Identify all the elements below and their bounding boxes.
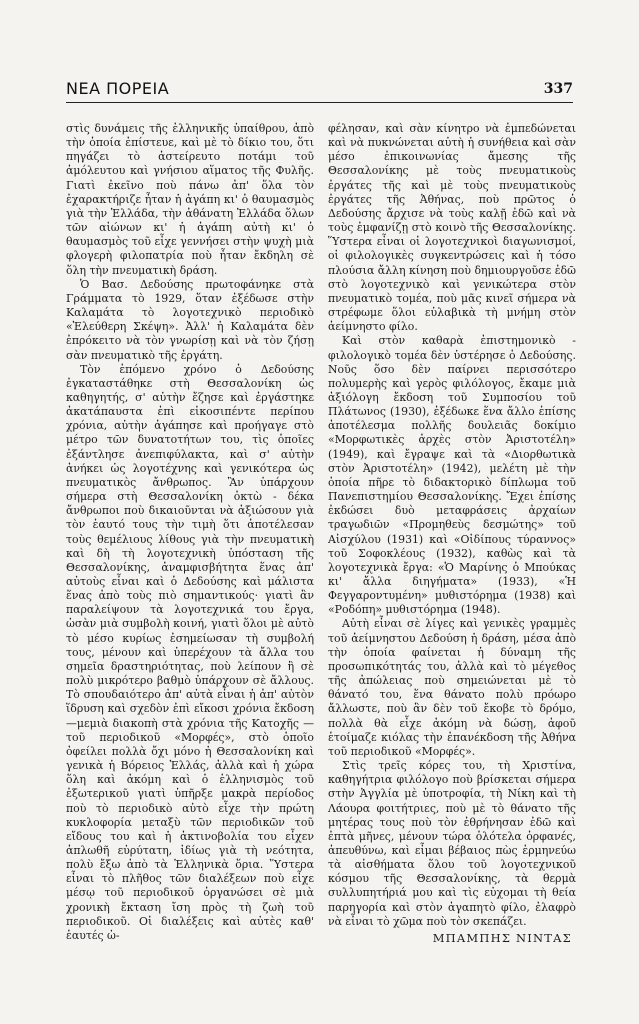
- paragraph: Αὐτὴ εἶναι σὲ λίγες καὶ γενικὲς γραμμὲς τοῦ ἀείμνηστου Δεδούση ἡ δράση, μέσα ἀπὸ τὴν ὁποία φαίνεται ἡ δύναμη τῆς προσωπικότητάς του, ἀλλὰ καὶ τὸ μέγεθος τῆς ἀπώλειας ποὺ σημειώνεται μὲ τὸ θάνατό του, ἕνα θάνατο πολὺ πρόωρο ἄλλωστε, ποὺ ἂν δὲν τοῦ ἔκοβε τὸ δρόμο, πολλὰ θὰ εἶχε ἀκόμη νὰ δώσῃ, ἀφοῦ ἑτοίμαζε κιόλας τὴν ἐπανέκδοση τῆς Ἀθήνα τοῦ περιοδικοῦ «Μορφές».: [328, 617, 576, 758]
- paragraph: Τὸν ἑπόμενο χρόνο ὁ Δεδούσης ἐγκαταστάθηκε στὴ Θεσσαλονίκη ὡς καθηγητής, σ' αὐτὴν ἔζησε καὶ ἐργάστηκε ἀκατάπαυστα ἐπὶ εἰκοσιπέντε περίπου χρόνια, αὐτὴν ἀγάπησε καὶ προήγαγε στὸ μέτρο τῶν δυνατοτήτων του, τὶς ὁποῖες ἐξάντλησε ἀνεπιφύλακτα, καὶ σ' αὐτὴν ἀνήκει ὡς λογοτέχνης καὶ γενικότερα ὡς πνευματικὸς ἄνθρωπος. Ἂν ὑπάρχουν σήμερα στὴ Θεσσαλονίκη ὀκτὼ - δέκα ἄνθρωποι ποὺ δικαιοῦνται νὰ ἀξιώσουν γιὰ τὸν ἑαυτό τους τὴν τιμὴ ὅτι ἀποτέλεσαν τοὺς θεμέλιους λίθους γιὰ τὴν πνευματικὴ καὶ δὴ τὴ λογοτεχνικὴ ὑπόσταση τῆς Θεσσαλονίκης, ἀναμφισβήτητα ἕνας ἀπ' αὐτοὺς εἶναι καὶ ὁ Δεδούσης καὶ μάλιστα ἕνας ἀπὸ τοὺς πιὸ σημαντικούς· γιατὶ ἂν παραλείψουν τὰ λογοτεχνικά του ἔργα, ὡσὰν μιὰ συμβολὴ κοινή, γιατὶ ὅλοι μὲ αὐτὸ τὸ μέσο κυρίως ἐσημείωσαν τὴ συμβολή τους, μένουν καὶ ὑπερέχουν τὰ ἄλλα του σημεῖα δραστηριότητας, ποὺ λείπουν ἢ σὲ πολὺ μικρότερο βαθμὸ ὑπάρχουν σὲ ἄλλους. Τὸ σπουδαιότερο ἀπ' αὐτὰ εἶναι ἡ ἀπ' αὐτὸν ἵδρυση καὶ σχεδὸν ἐπὶ εἴκοσι χρόνια ἔκδοση—μεμιὰ διακοπὴ στὰ χρόνια τῆς Κατοχῆς — τοῦ περιοδικοῦ «Μορφές», στὸ ὁποῖο ὀφείλει πολλὰ ὄχι μόνο ἡ Θεσσαλονίκη καὶ γενικὰ ἡ Βόρειος Ἑλλάς, ἀλλὰ καὶ ἡ χώρα ὅλη καὶ ἀκόμη καὶ ὁ ἑλληνισμὸς τοῦ ἐξωτερικοῦ γιατὶ ὑπῆρξε μακρὰ περίοδος ποὺ τὸ περιοδικὸ αὐτὸ εἶχε τὴν πρώτη κυκλοφορία μεταξὺ τῶν περιοδικῶν τοῦ εἴδους του καὶ ἡ ἀκτινοβολία του εἶχεν ἁπλωθῆ εὐρύτατη, ἰδίως γιὰ τὴ νεότητα, πολὺ ἔξω ἀπὸ τὰ Ἑλληνικὰ ὅρια. Ὕστερα εἶναι τὸ πλῆθος τῶν διαλέξεων ποὺ εἶχε μέσῳ τοῦ περιοδικοῦ ὀργανώσει σὲ μιὰ χρονικὴ ἔκταση ἴση πρὸς τὴ ζωὴ τοῦ περιοδικοῦ. Οἱ διαλέξεις καὶ αὐτὲς καθ' ἑαυτές ὠ-: [66, 362, 314, 942]
- paragraph: Ὁ Βασ. Δεδούσης πρωτοφάνηκε στὰ Γράμματα τὸ 1929, ὅταν ἐξέδωσε στὴν Καλαμάτα τὸ λογοτεχνικὸ περιοδικὸ «Ἐλεύθερη Σκέψη». Ἀλλ' ἡ Καλαμάτα δὲν ἐπρόκειτο νὰ τὸν γνωρίσῃ καὶ νὰ τὸν ζήσῃ σὰν πνευματικὸ τῆς ἐργάτη.: [66, 277, 314, 362]
- page-number: 337: [543, 81, 573, 97]
- paragraph: Στὶς τρεῖς κόρες του, τὴ Χριστίνα, καθηγήτρια φιλόλογο ποὺ βρίσκεται σήμερα στὴν Ἀγγλία μὲ ὑποτροφία, τὴ Νίκη καὶ τὴ Λάουρα φοιτήτριες, ποὺ μὲ τὸ θάνατο τῆς μητέρας τους ποὺ τὸν ἐθρήνησαν ἐδῶ καὶ ἐπτὰ μῆνες, μένουν τώρα ὁλότελα ὀρφανές, ἀπευθύνω, καὶ εἶμαι βέβαιος πὼς ἑρμηνεύω τὰ αἰσθήματα ὅλου τοῦ λογοτεχνικοῦ κόσμου τῆς Θεσσαλονίκης, τὰ θερμὰ συλλυπητήριά μου καὶ τὶς εὐχομαι τὴ θεία παρηγορία καὶ στὸν ἀγαπητὸ φίλο, ἐλαφρὸ νὰ εἶναι τὸ χῶμα ποὺ τὸν σκεπάζει.: [328, 759, 576, 928]
- author-signature: ΜΠΑΜΠΗΣ ΝΙΝΤΑΣ: [432, 930, 572, 945]
- paragraph: Καὶ στὸν καθαρὰ ἐπιστημονικὸ - φιλολογικὸ τομέα δὲν ὑστέρησε ὁ Δεδούσης. Νοῦς ὅσο δὲν παίρνει περισσότερο πολυμερὴς καὶ γερὸς φιλόλογος, ἔκαμε μιὰ ἀξιόλογη ἔκδοση τοῦ Συμποσίου τοῦ Πλάτωνος (1930), ἐξέδωκε ἕνα ἄλλο ἐπίσης ἀποτέλεσμα πολλῆς δουλειᾶς δοκίμιο «Μορφωτικὲς ἀρχὲς στὸν Ἀριστοτέλη» (1949), καὶ ἔγραψε καὶ τὰ «Διορθωτικὰ στὸν Ἀριστοτέλη» (1942), μελέτη μὲ τὴν ὁποία πῆρε τὸ διδακτορικὸ δίπλωμα τοῦ Πανεπιστημίου Θεσσαλονίκης. Ἔχει ἐπίσης ἐκδώσει δυὸ μεταφράσεις ἀρχαίων τραγωδιῶν «Προμηθεὺς δεσμώτης» τοῦ Αἰσχύλου (1931) καὶ «Οἰδίπους τύραννος» τοῦ Σοφοκλέους (1932), καθὼς καὶ τὰ λογοτεχνικὰ ἔργα: «Ὁ Μαρίνης ὁ Μπούκας κι' ἄλλα διηγήματα» (1933), «Ἡ Φεγγαροντυμένη» μυθιστόρημα (1938) καὶ «Ροδόπη» μυθιστόρημα (1948).: [328, 334, 576, 617]
- left-column: [66, 122, 314, 982]
- header-rule: [66, 102, 573, 103]
- running-header: [66, 70, 573, 98]
- paragraph: φέλησαν, καὶ σὰν κίνητρο νὰ ἐμπεδώνεται καὶ νὰ πυκνώνεται αὐτὴ ἡ συνήθεια καὶ σὰν μέσο ἐπικοινωνίας ἄμεσης τῆς Θεσσαλονίκης μὲ τοὺς πνευματικοὺς ἐργάτες τῆς καὶ μὲ τοὺς πνευματικοὺς ἐργάτες τῆς Ἀθήνας, ποὺ πρῶτος ὁ Δεδούσης ἄρχισε νὰ τοὺς καλῇ ἐδῶ καὶ νὰ τοὺς ἐμφανίζῃ στὸ κοινὸ τῆς Θεσσαλονίκης. Ὕστερα εἶναι οἱ λογοτεχνικοὶ διαγωνισμοί, οἱ φιλολογικὲς συγκεντρώσεις καὶ ἡ τόσο πλούσια ἄλλη κίνηση ποὺ δημιουργοῦσε ἐδῶ στὸ λογοτεχνικὸ καὶ γενικώτερα στὸν πνευματικὸ τομέα, ποὺ μᾶς κινεῖ σήμερα νὰ στρέφωμε ὅλοι εὐλαβικὰ τὴ μνήμη στὸν ἀείμνηστο φίλο.: [328, 122, 576, 334]
- paragraph: στὶς δυνάμεις τῆς ἑλληνικῆς ὑπαίθρου, ἀπὸ τὴν ὁποία ἐπίστευε, καὶ μὲ τὸ δίκιο του, ὅτι πηγάζει τὸ ἀστείρευτο ποτάμι τοῦ ἀμόλευτου καὶ γνήσιου αἵματος τῆς Φυλῆς. Γιατὶ ἐκεῖνο ποὺ πάνω ἀπ' ὅλα τὸν ἐχαρακτήριζε ἦταν ἡ ἀγάπη κι' ὁ θαυμασμὸς γιὰ τὴν Ἑλλάδα, τὴν ἀθάνατη Ἑλλάδα ὅλων τῶν αἰώνων κι' ἡ ἀγάπη αὐτὴ κι' ὁ θαυμασμὸς τοῦ εἶχε γεννήσει στὴν ψυχὴ μιὰ φλογερὴ φιλοπατρία ποὺ ἦταν ἔκδηλη σὲ ὅλη τὴν πνευματικὴ δράση.: [66, 122, 314, 277]
- article-body: [66, 122, 576, 982]
- journal-title: ΝΕΑ ΠΟΡΕΙΑ: [66, 79, 170, 98]
- right-column: [328, 122, 576, 982]
